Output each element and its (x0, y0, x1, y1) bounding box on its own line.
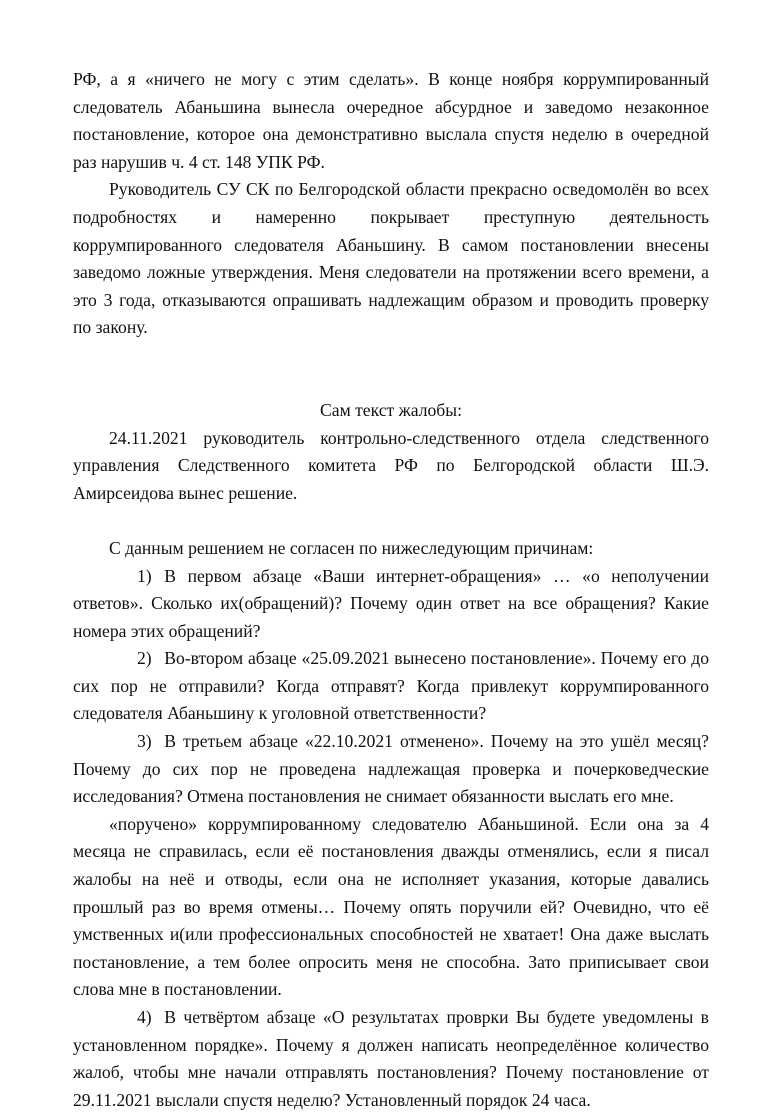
list-item-number: 2) (137, 648, 152, 669)
complaint-heading: Сам текст жалобы: (320, 399, 462, 420)
list-item-number: 4) (137, 1007, 152, 1027)
intro-paragraph-2: Руководитель СУ СК по Белгородской области прекрасно осведомолён во всех подробностях и намеренно покрывает преступную деятельность коррумпированного следователя Абаньшину. В самом постановлении внесены заведомо ложные утверждения. Меня следователи на протяжении всего времени, а это 3 года, отказываются опрашивать надлежащим образом и проводить проверку по закону. (73, 179, 709, 338)
spacer (73, 342, 709, 397)
intro-paragraph-1: РФ, а я «ничего не могу с этим сделать». В конце ноября коррумпированный следователь Абаньшина вынесла очередное абсурдное и заведомо незаконное постановление, которое она демонстративно выслала спустя неделю в очередной раз нарушив ч. 4 ст. 148 УПК РФ. (73, 69, 709, 172)
list-item-text: В первом абзаце «Ваши интернет-обращения» … «о неполучении ответов». Сколько их(обращений)? Почему один ответ на все обращения? Какие номера этих обращений? (73, 565, 709, 641)
spacer (73, 507, 709, 535)
list-item-text: Во-втором абзаце «25.09.2021 вынесено постановление». Почему его до сих пор не отправили? Когда отправят? Когда привлекут коррумпированного следователя Абаньшину к уголовной ответственности? (73, 648, 709, 724)
list-item-text: В четвёртом абзаце «О результатах проврки Вы будете уведомлены в установленном порядке». Почему я должен написать неопределённое количество жалоб, чтобы мне начали отправлять постановления? Почему постановление от 29.11.2021 выслали спустя неделю? Установленный порядок 24 часа. (73, 1007, 709, 1110)
list-item-2 (73, 645, 709, 728)
disagreement-line: С данным решением не согласен по нижеследующим причинам: (109, 537, 594, 558)
list-item-4 (73, 1004, 709, 1114)
list-item-number: 3) (137, 731, 152, 752)
document-page (73, 66, 709, 1114)
assigned-paragraph: «поручено» коррумпированному следователю Абаньшиной. Если она за 4 месяца не справилась, если её постановления дважды отменялись, если я писал жалобы на неё и отводы, если она не исполняет указания, которые давались прошлый раз во время отмены… Почему опять поручили ей? Очевидно, что её умственных и(или профессиональных способностей не хватает! Она даже выслать постановление, а тем более опросить меня не способна. Зато приписывает свои слова мне в постановлении. (73, 813, 709, 1000)
list-item-number: 1) (137, 565, 152, 586)
list-item-text: В третьем абзаце «22.10.2021 отменено». Почему на это ушёл месяц? Почему до сих пор не проведена надлежащая проверка и почерковедческие исследования? Отмена постановления не снимает обязанности выслать его мне. (73, 731, 709, 807)
complaint-intro: 24.11.2021 руководитель контрольно-следственного отдела следственного управления Следственного комитета РФ по Белгородской области Ш.Э. Амирсеидова вынес решение. (73, 427, 709, 503)
list-item-1 (73, 563, 709, 646)
list-item-3 (73, 728, 709, 811)
